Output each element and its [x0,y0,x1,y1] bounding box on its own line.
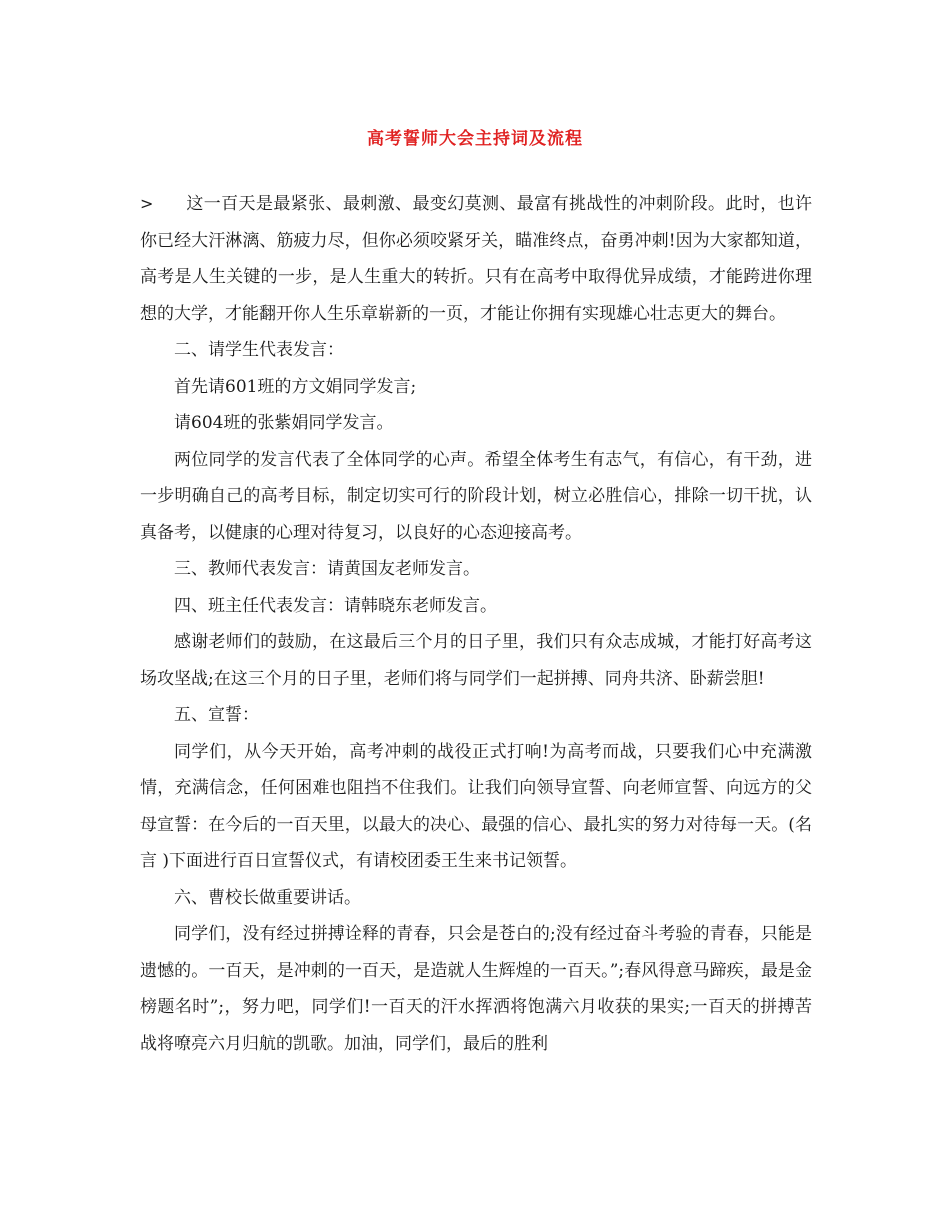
paragraph-text: 同学们，从今天开始，高考冲刺的战役正式打响!为高考而战，只要我们心中充满激情，充满信念，任何困难也阻挡不住我们。让我们向领导宣誓、向老师宣誓、向远方的父母宣誓：在今后的一百天里，以最大的决心、最强的信心、最扎实的努力对待每一天。(名言 )下面进行百日宣誓仪式，有请校团委王生来书记领誓。 [140,741,812,871]
paragraph-line: 请604班的张紫娟同学发言。 [174,413,394,433]
paragraph-text: 这一百天是最紧张、最刺激、最变幻莫测、最富有挑战性的冲刺阶段。此时，也许你已经大汗淋漓、筋疲力尽，但你必须咬紧牙关，瞄准终点，奋勇冲刺!因为大家都知道，高考是人生关键的一步，是人生重大的转折。只有在高考中取得优异成绩，才能跨进你理想的大学，才能翻开你人生乐章崭新的一页，才能让你拥有实现雄心壮志更大的舞台。 [140,194,812,324]
document-body [140,186,812,1062]
paragraph-text: 感谢老师们的鼓励，在这最后三个月的日子里，我们只有众志成城，才能打好高考这场攻坚战;在这三个月的日子里，老师们将与同学们一起拼搏、同舟共济、卧薪尝胆! [140,632,812,689]
paragraph-line: 首先请601班的方文娟同学发言; [174,376,417,397]
paragraph-text: 两位同学的发言代表了全体同学的心声。希望全体考生有志气，有信心，有干劲，进一步明确自己的高考目标，制定切实可行的阶段计划，树立必胜信心，排除一切干扰，认真备考，以健康的心理对待复习，以良好的心态迎接高考。 [140,449,812,543]
section-heading-teacher-speech: 三、教师代表发言：请黄国友老师发言。 [174,559,480,579]
section-heading-head-teacher-speech: 四、班主任代表发言：请韩晓东老师发言。 [174,595,497,616]
paragraph-intro [140,186,812,332]
section-heading-principal-speech: 六、曹校长做重要讲话。 [174,887,361,908]
paragraph-text: 同学们，没有经过拼搏诠释的青春，只会是苍白的;没有经过奋斗考验的青春，只能是遗憾的。一百天，是冲刺的一百天，是造就人生辉煌的一百天。”;春风得意马蹄疾，最是金榜题名时”;，努力吧，同学们!一百天的汗水挥洒将饱满六月收获的果实;一百天的拼搏苦战将嘹亮六月归航的凯歌。加油，同学们，最后的胜利 [140,924,812,1054]
document-title: 高考誓师大会主持词及流程 [367,129,583,149]
section-heading-student-speech: 二、请学生代表发言： [174,340,344,360]
section-heading-oath: 五、宣誓： [174,705,259,725]
bullet-marker: > [140,194,154,213]
